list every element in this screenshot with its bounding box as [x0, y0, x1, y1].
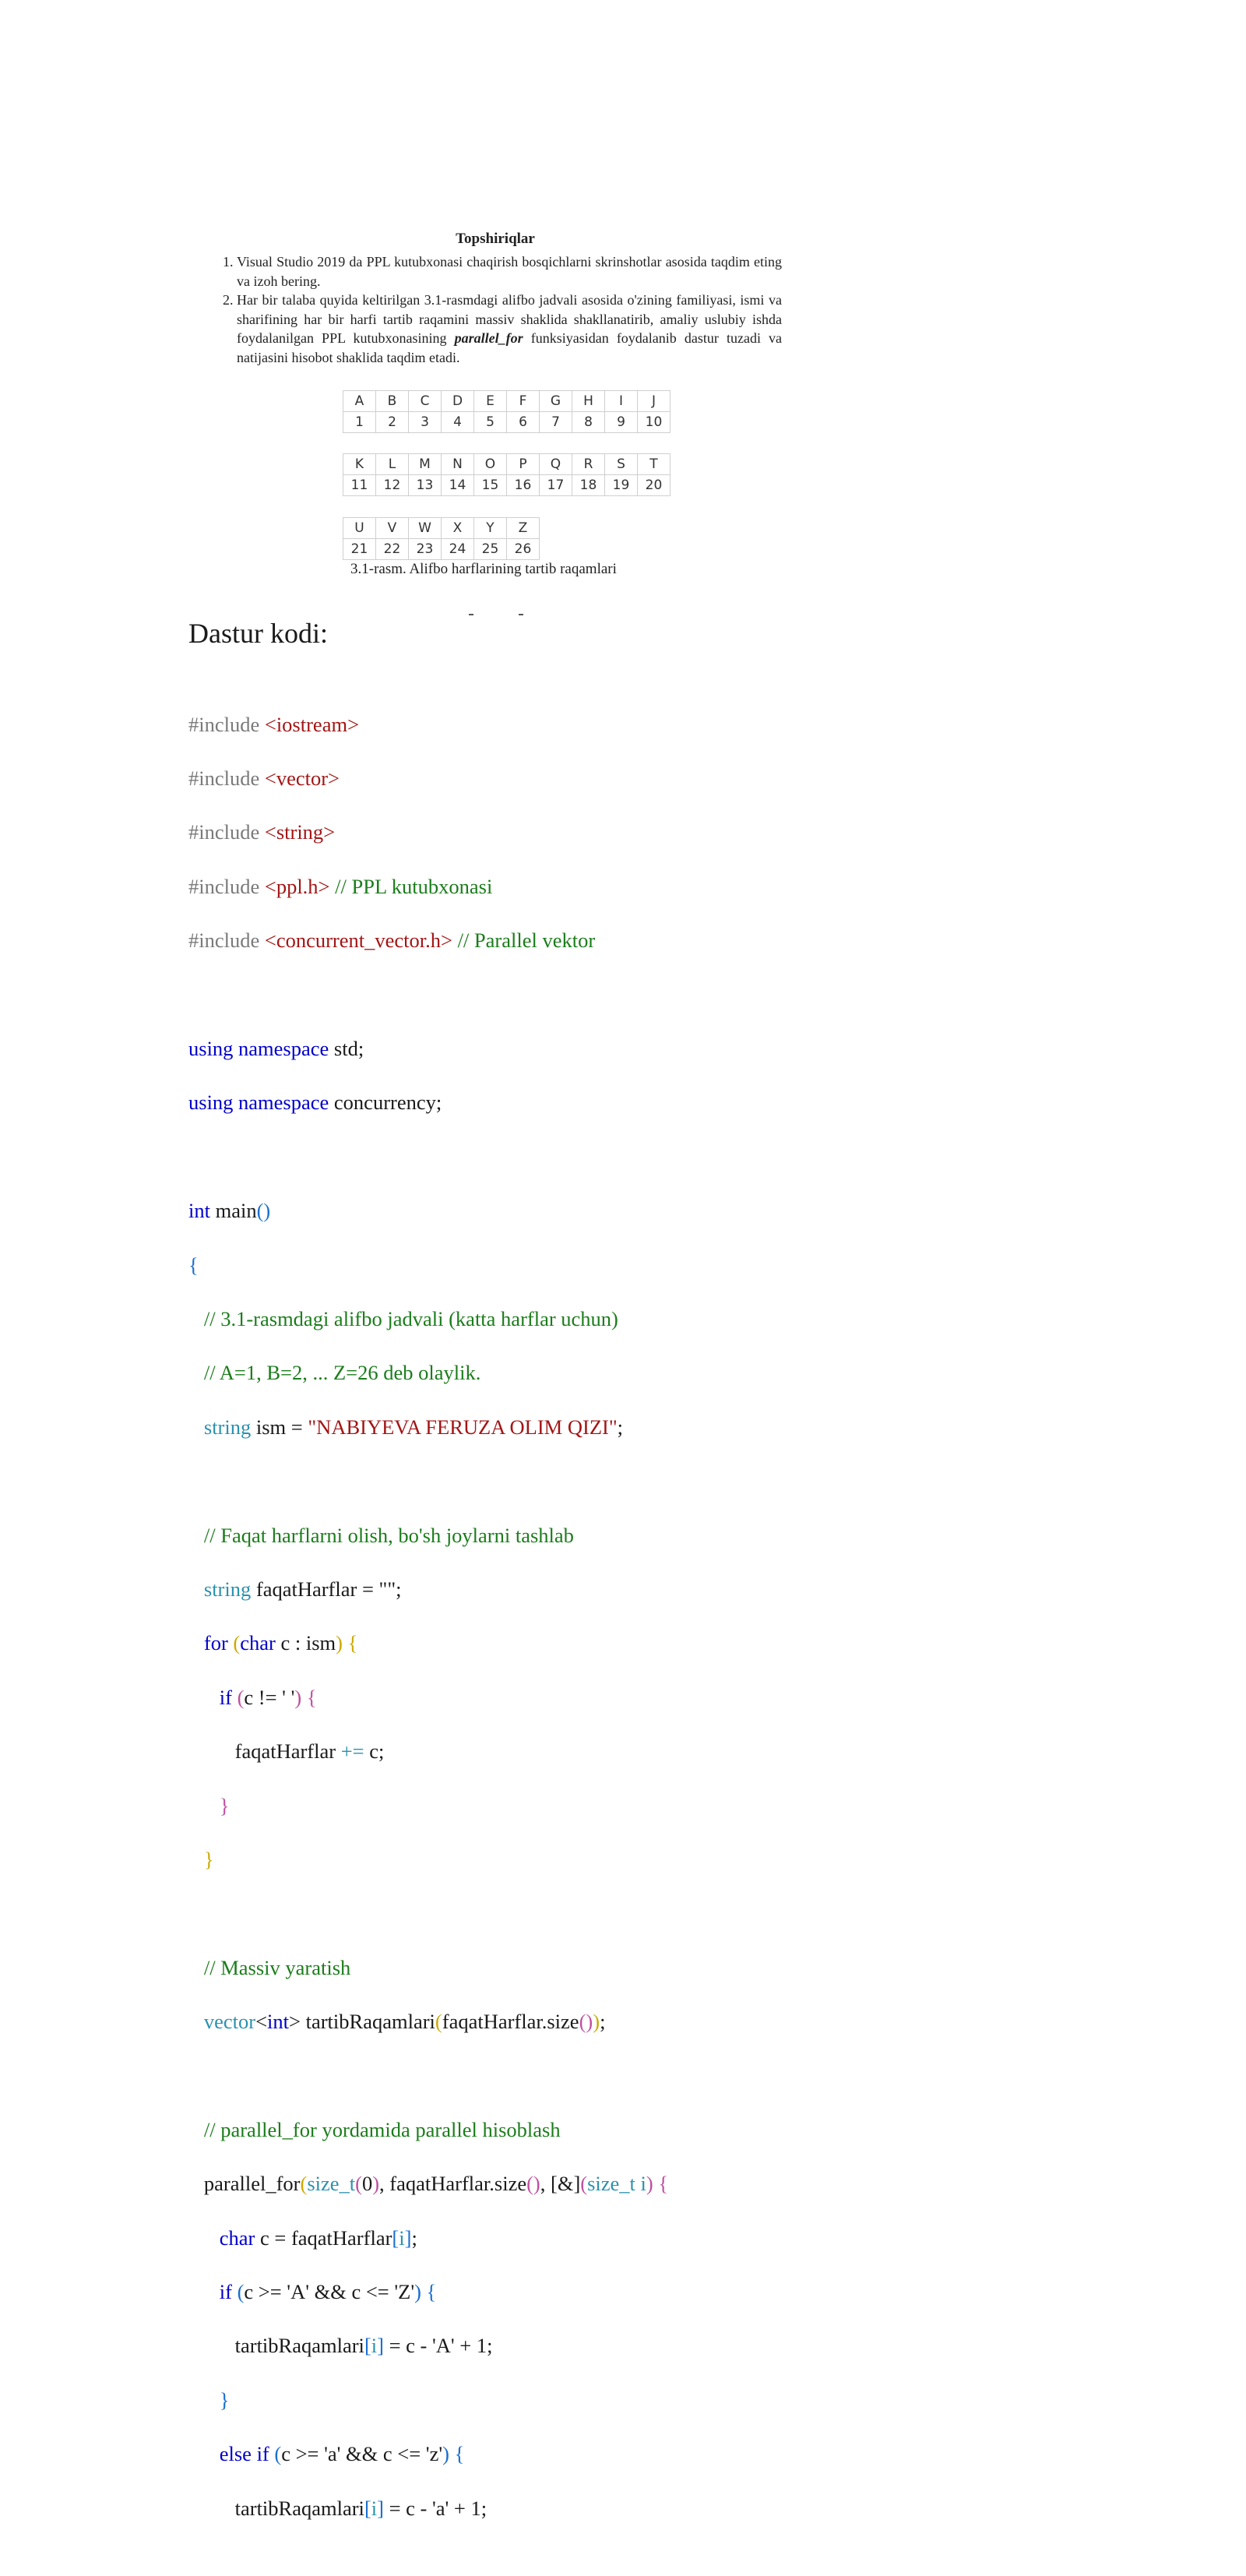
letter-cell: P — [507, 454, 540, 475]
code-line: } — [219, 1793, 230, 1817]
letter-cell: Q — [540, 454, 572, 475]
task-title: Topshiriqlar — [456, 231, 535, 247]
code-line: #include <ppl.h> // PPL kutubxonasi — [188, 874, 493, 898]
letter-cell: A — [343, 391, 376, 412]
code-line: #include <concurrent_vector.h> // Parallel vektor — [188, 929, 596, 953]
scan-mark — [469, 614, 473, 615]
number-cell: 21 — [343, 539, 376, 560]
task-item-2-text-a: Har bir talaba quyida keltirilgan 3.1-rasmdagi alifbo jadvali asosida o'zining familiyasi, ismi va sharifining har bir harfi tartib raqamini massiv shaklida shakllanatirib, amaliy uslubiy ishda foydalanilgan PPL kutubxonasining — [237, 292, 782, 346]
code-line: // A=1, B=2, ... Z=26 deb olaylik. — [203, 1361, 481, 1385]
letter-cell: T — [638, 454, 671, 475]
letter-cell: O — [474, 454, 507, 475]
number-cell: 6 — [507, 412, 540, 433]
code-listing — [188, 684, 668, 2576]
letter-cell: W — [409, 518, 442, 539]
letter-cell: H — [572, 391, 605, 412]
number-cell: 16 — [507, 475, 540, 496]
code-line: // Massiv yaratish — [203, 1955, 351, 1979]
number-cell: 18 — [572, 475, 605, 496]
number-cell: 3 — [409, 412, 442, 433]
code-line-blank — [188, 1900, 668, 1927]
letter-cell: E — [474, 391, 507, 412]
code-line: #include <iostream> — [188, 712, 360, 736]
letter-cell: K — [343, 454, 376, 475]
letter-cell: B — [376, 391, 409, 412]
number-cell: 14 — [442, 475, 474, 496]
task-item-2-function: parallel_for — [454, 330, 523, 346]
number-cell: 5 — [474, 412, 507, 433]
alphabet-table-row-2 — [343, 453, 671, 496]
number-cell: 13 — [409, 475, 442, 496]
letter-cell: J — [638, 391, 671, 412]
code-line-blank — [188, 1468, 668, 1495]
letter-cell: M — [409, 454, 442, 475]
number-cell: 11 — [343, 475, 376, 496]
code-line: parallel_for(size_t(0), faqatHarflar.size(), [&](size_t i) { — [203, 2172, 669, 2196]
figure-caption: 3.1-rasm. Alifbo harflarining tartib raqamlari — [350, 561, 617, 577]
scan-mark — [519, 614, 523, 615]
code-line: // Faqat harflarni olish, bo'sh joylarni tashlab — [203, 1523, 574, 1547]
alphabet-table-row-3 — [343, 517, 540, 560]
code-line: using namespace concurrency; — [188, 1091, 442, 1115]
code-heading: Dastur kodi: — [188, 618, 328, 649]
number-cell: 7 — [540, 412, 572, 433]
number-cell: 17 — [540, 475, 572, 496]
letter-cell: C — [409, 391, 442, 412]
code-line: // parallel_for yordamida parallel hisoblash — [203, 2117, 561, 2141]
code-line-blank — [188, 2062, 668, 2089]
letter-cell: D — [442, 391, 474, 412]
number-cell: 19 — [605, 475, 638, 496]
code-line: string faqatHarflar = ""; — [203, 1577, 402, 1601]
letter-cell: Z — [507, 518, 540, 539]
code-line: for (char c : ism) { — [203, 1631, 358, 1655]
number-cell: 23 — [409, 539, 442, 560]
task-item-2-text-b: funksiyasidan foydalanib dastur tuzadi va natijasini hisobot shaklida taqdim etadi. — [237, 330, 783, 365]
code-line: } — [219, 2387, 230, 2412]
letter-cell: N — [442, 454, 474, 475]
number-cell: 24 — [442, 539, 474, 560]
code-line: vector<int> tartibRaqamlari(faqatHarflar.size()); — [203, 2010, 606, 2034]
letter-cell: L — [376, 454, 409, 475]
code-line: { — [188, 1253, 199, 1277]
code-line: int main() — [188, 1199, 271, 1223]
letter-cell: F — [507, 391, 540, 412]
code-line: } — [203, 1847, 214, 1871]
letter-cell: S — [605, 454, 638, 475]
code-line: using namespace std; — [188, 1037, 364, 1061]
task-list — [209, 252, 782, 367]
code-line: else if (c >= 'a' && c <= 'z') { — [219, 2442, 465, 2466]
letter-cell: V — [376, 518, 409, 539]
code-line: char c = faqatHarflar[i]; — [219, 2225, 417, 2250]
code-line-blank — [188, 1144, 668, 1171]
letter-cell: R — [572, 454, 605, 475]
code-line: if (c >= 'A' && c <= 'Z') { — [219, 2280, 437, 2304]
code-line: // 3.1-rasmdagi alifbo jadvali (katta harflar uchun) — [203, 1307, 618, 1330]
task-item-2 — [237, 291, 782, 367]
letter-cell: U — [343, 518, 376, 539]
number-cell: 26 — [507, 539, 540, 560]
code-line: tartibRaqamlari[i] = c - 'A' + 1; — [234, 2334, 493, 2358]
letter-cell: I — [605, 391, 638, 412]
alphabet-table-row-1 — [343, 390, 671, 433]
number-cell: 15 — [474, 475, 507, 496]
number-cell: 1 — [343, 412, 376, 433]
number-cell: 8 — [572, 412, 605, 433]
number-cell: 2 — [376, 412, 409, 433]
task-block — [209, 231, 782, 367]
letter-cell: Y — [474, 518, 507, 539]
code-line-blank — [188, 981, 668, 1009]
number-cell: 9 — [605, 412, 638, 433]
code-line: if (c != ' ') { — [219, 1685, 317, 1709]
number-cell: 10 — [638, 412, 671, 433]
number-cell: 20 — [638, 475, 671, 496]
number-cell: 12 — [376, 475, 409, 496]
number-cell: 25 — [474, 539, 507, 560]
letter-cell: G — [540, 391, 572, 412]
number-cell: 4 — [442, 412, 474, 433]
code-line: faqatHarflar += c; — [234, 1739, 385, 1764]
number-cell: 22 — [376, 539, 409, 560]
code-line: string ism = "NABIYEVA FERUZA OLIM QIZI"; — [203, 1415, 624, 1439]
task-item-1: 1. Visual Studio 2019 da PPL kutubxonasi chaqirish bosqichlarni skrinshotlar asosida taqdim eting va izoh bering. — [237, 252, 782, 291]
code-line: #include <string> — [188, 820, 336, 844]
code-line: tartibRaqamlari[i] = c - 'a' + 1; — [234, 2496, 487, 2520]
code-line: #include <vector> — [188, 766, 340, 791]
letter-cell: X — [442, 518, 474, 539]
